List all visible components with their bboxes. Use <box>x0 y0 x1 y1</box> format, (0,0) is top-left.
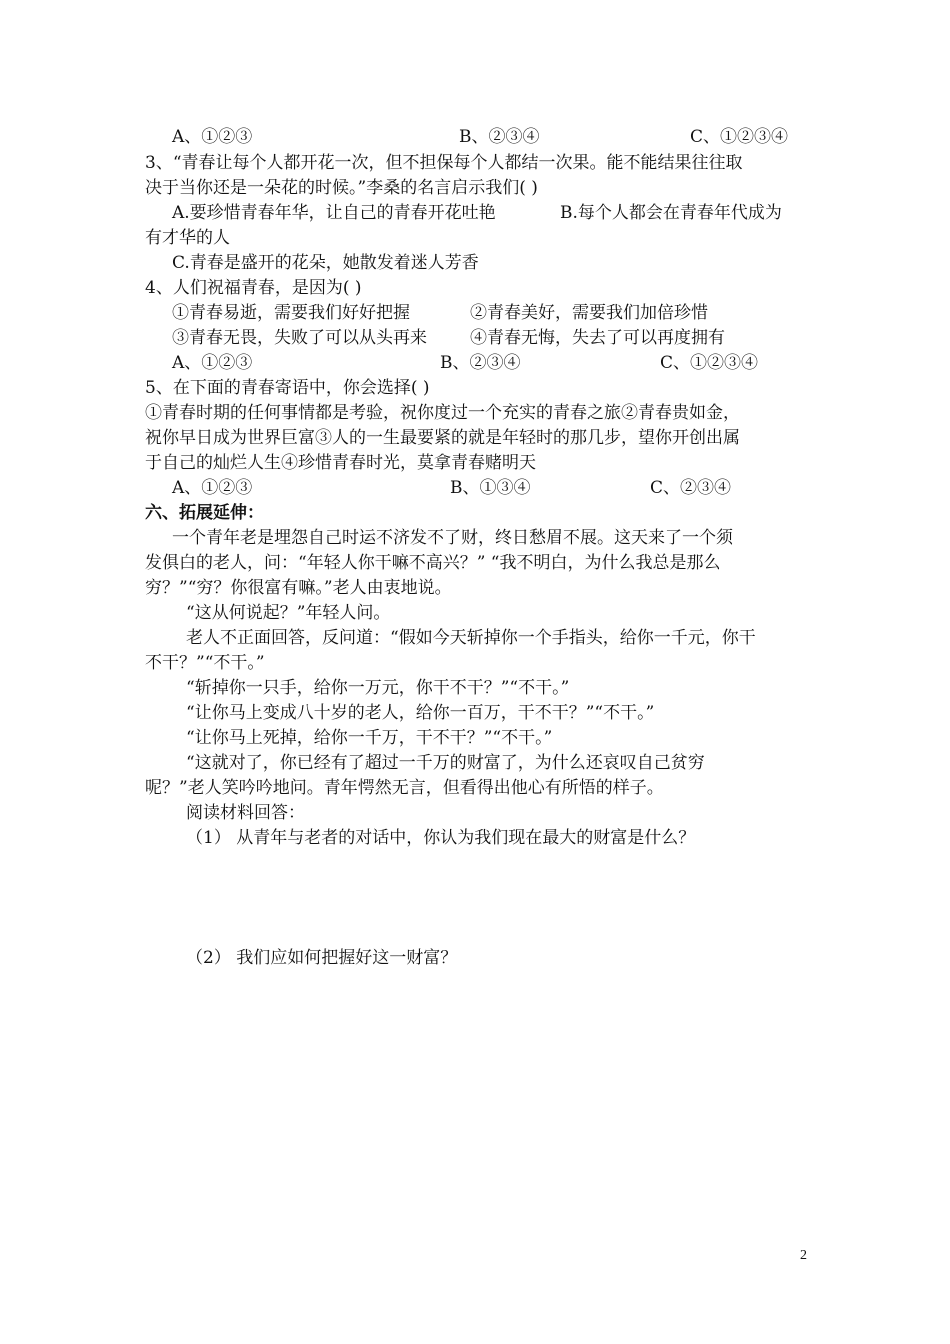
story-line: “让你马上变成八十岁的老人，给你一百万，干不干？”“不干。” <box>186 703 655 723</box>
q2-option-a: A、①②③ <box>172 127 253 147</box>
story-line: 发俱白的老人，问：“年轻人你干嘛不高兴？” “我不明白，为什么我总是那么 <box>145 553 721 573</box>
q3-option-c: C.青春是盛开的花朵，她散发着迷人芳香 <box>172 253 479 273</box>
q3-stem-line1: 3、“青春让每个人都开花一次，但不担保每个人都结一次果。能不能结果往往取 <box>145 153 743 173</box>
q4-item-3: ③青春无畏，失败了可以从头再来 <box>172 328 427 348</box>
story-line: 穷？”“穷？你很富有嘛。”老人由衷地说。 <box>145 578 452 598</box>
page-number: 2 <box>800 1248 807 1263</box>
q5-option-a: A、①②③ <box>172 478 253 498</box>
q5-body-line3: 于自己的灿烂人生④珍惜青春时光，莫拿青春赌明天 <box>145 453 536 473</box>
story-line: “这就对了，你已经有了超过一千万的财富了，为什么还哀叹自己贫穷 <box>186 753 705 773</box>
q4-item-2: ②青春美好，需要我们加倍珍惜 <box>470 303 708 323</box>
q4-item-1: ①青春易逝，需要我们好好把握 <box>172 303 410 323</box>
story-line: “让你马上死掉，给你一千万，干不干？”“不干。” <box>186 728 553 748</box>
story-line: 不干？”“不干。” <box>145 653 265 673</box>
q4-option-c: C、①②③④ <box>660 353 759 373</box>
reading-instruction: 阅读材料回答： <box>186 803 305 823</box>
q4-item-4: ④青春无悔，失去了可以再度拥有 <box>470 328 725 348</box>
story-line: 呢？”老人笑吟吟地问。青年愕然无言，但看得出他心有所悟的样子。 <box>145 778 664 798</box>
story-line: 老人不正面回答，反问道：“假如今天斩掉你一个手指头，给你一千元，你干 <box>186 628 756 648</box>
q4-option-b: B、②③④ <box>440 353 521 373</box>
q5-body-line1: ①青春时期的任何事情都是考验，祝你度过一个充实的青春之旅②青春贵如金， <box>145 403 740 423</box>
q5-body-line2: 祝你早日成为世界巨富③人的一生最要紧的就是年轻时的那几步，望你开创出属 <box>145 428 740 448</box>
q3-option-a: A.要珍惜青春年华，让自己的青春开花吐艳 <box>172 203 496 223</box>
section-heading: 六、拓展延伸： <box>145 503 264 523</box>
story-line: “斩掉你一只手，给你一万元，你干不干？”“不干。” <box>186 678 570 698</box>
q3-option-b-line2: 有才华的人 <box>145 228 230 248</box>
q3-stem-line2: 决于当你还是一朵花的时候。”李桑的名言启示我们( ) <box>145 178 538 198</box>
story-line: 一个青年老是埋怨自己时运不济发不了财，终日愁眉不展。这天来了一个须 <box>172 528 733 548</box>
q2-option-c: C、①②③④ <box>690 127 789 147</box>
question-2: （2） 我们应如何把握好这一财富？ <box>186 948 458 968</box>
q4-option-a: A、①②③ <box>172 353 253 373</box>
q5-stem: 5、在下面的青春寄语中，你会选择( ) <box>145 378 430 398</box>
story-line: “这从何说起？”年轻人问。 <box>186 603 391 623</box>
q5-option-c: C、②③④ <box>650 478 732 498</box>
question-1: （1） 从青年与老者的对话中，你认为我们现在最大的财富是什么？ <box>186 828 696 848</box>
q2-option-b: B、②③④ <box>459 127 540 147</box>
q5-option-b: B、①③④ <box>450 478 531 498</box>
q3-option-b-line1: B.每个人都会在青春年代成为 <box>560 203 782 223</box>
q4-stem: 4、人们祝福青春，是因为( ) <box>145 278 362 298</box>
